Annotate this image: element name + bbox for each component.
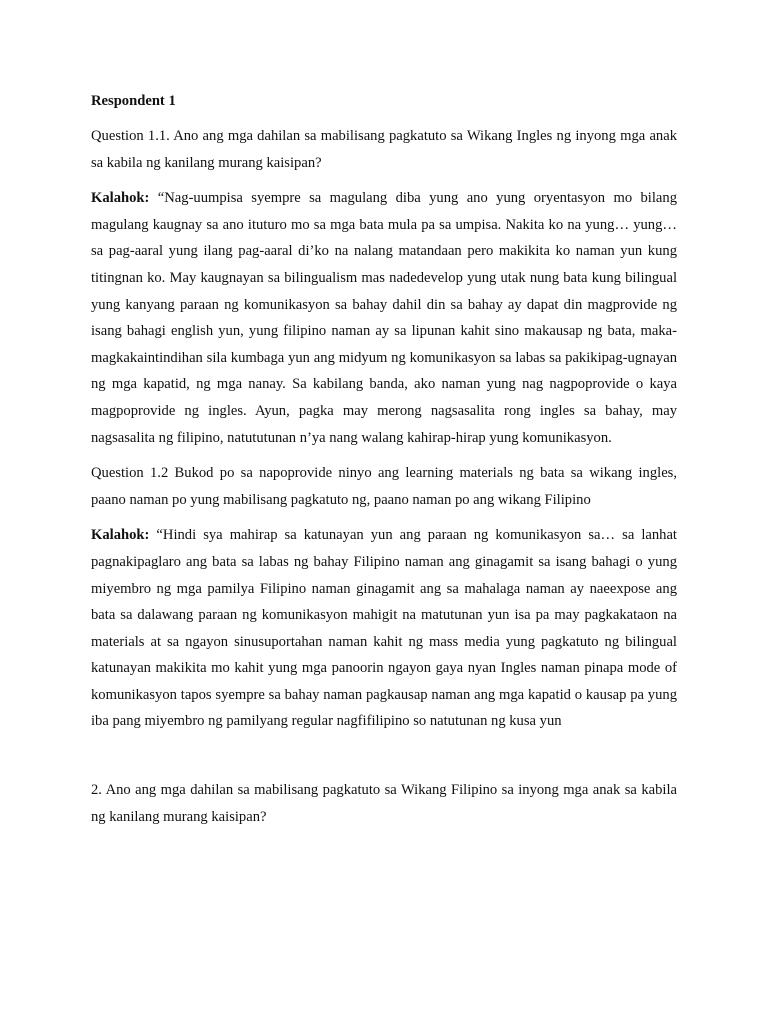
question-2: 2. Ano ang mga dahilan sa mabilisang pagkatuto sa Wikang Filipino sa inyong mga anak sa kabila ng kanilang murang kaisipan?: [91, 782, 677, 825]
question-1-1: Question 1.1. Ano ang mga dahilan sa mabilisang pagkatuto sa Wikang Ingles ng inyong mga anak sa kabila ng kanilang murang kaisipan?: [91, 128, 677, 171]
answer-1-1: [91, 185, 677, 451]
speaker-label: Kalahok:: [91, 190, 150, 207]
answer-1-2: [91, 522, 677, 735]
respondent-heading: Respondent 1: [91, 93, 176, 109]
document-page: [91, 88, 677, 830]
question-1-2: Question 1.2 Bukod po sa napoprovide ninyo ang learning materials ng bata sa wikang ingles, paano naman po yung mabilisang pagkatuto ng, paano naman po ang wikang Filipino: [91, 465, 677, 508]
speaker-label: Kalahok:: [91, 527, 150, 544]
answer-text: “Hindi sya mahirap sa katunayan yun ang paraan ng komunikasyon sa… sa lanhat pagnakipaglaro ang bata sa labas ng bahay Filipino naman ang ginagamit sa isang bahagi o yung miyembro ng mga pamilya Filipino naman ginagamit ang sa mahalaga naman ay naeexpose ang bata sa dalawang paraan ng komunikasyon mahigit na matutunan yun isa pa may pagkakataon na materials at sa ngayon sinusuportahan naman kahit ng mass media yung pagkatuto ng bilingual katunayan makikita mo kahit yung mga panoorin ngayon gaya nyan Ingles naman pinapa mode of komunikasyon tapos syempre sa bahay naman pagkausap naman ang mga kapatid o kausap pa yung iba pang miyembro ng pamilyang regular nagfifilipino so natutunan ng kusa yun: [91, 527, 677, 730]
answer-text: “Nag-uumpisa syempre sa magulang diba yung ano yung oryentasyon mo bilang magulang kaugnay sa ano ituturo mo sa mga bata mula pa sa umpisa. Nakita ko na yung… yung… sa pag-aaral yung ilang pag-aaral di’ko na nalang matandaan pero makikita ko naman yun kung titingnan ko. May kaugnayan sa bilingualism mas nadedevelop yung utak nung bata kung bilingual yung kanyang paraan ng komunikasyon sa bahay dahil din sa bahay ay dapat din magprovide ng isang bahagi english yun, yung filipino naman ay sa lipunan kahit sino makausap ng bata, maka- magkakaintindihan sila kumbaga yun ang midyum ng komunikasyon sa labas sa pakikipag-ugnayan ng mga kapatid, ng mga nanay. Sa kabilang banda, ako naman yung nag nagpoprovide o kaya magpoprovide ng ingles. Ayun, pagka may merong nagsasalita rong ingles sa bahay, may nagsasalita ng filipino, natututunan n’ya nang walang kahirap-hirap yung komunikasyon.: [91, 190, 677, 446]
